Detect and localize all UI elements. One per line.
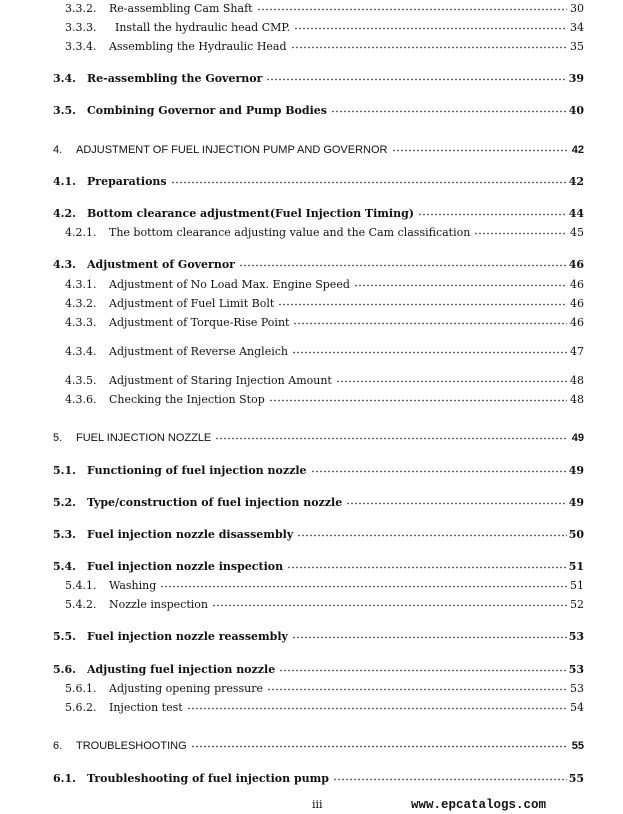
toc-entry-page: 49 — [568, 496, 584, 509]
toc-entry-number: 3.3.4. — [65, 40, 97, 53]
toc-entry-title: Checking the Injection Stop — [109, 393, 265, 406]
toc-entry — [0, 681, 623, 697]
toc-entry — [0, 277, 623, 293]
toc-entry-title: The bottom clearance adjusting value and the Cam classification — [109, 226, 471, 239]
toc-entry — [0, 738, 623, 754]
toc-entry-number: 6.1. — [53, 772, 76, 785]
leader-dots — [292, 351, 567, 354]
toc-entry-number: 3.4. — [53, 72, 76, 85]
toc-entry-page: 35 — [570, 40, 584, 53]
toc-entry — [0, 559, 623, 575]
toc-entry-number: 5.4.2. — [65, 598, 97, 611]
leader-dots — [191, 745, 567, 748]
leader-dots — [311, 470, 567, 473]
toc-entry-page: 49 — [571, 432, 584, 444]
toc-entry-number: 5. — [53, 432, 63, 444]
toc-entry — [0, 225, 623, 241]
toc-entry-title: Adjustment of Staring Injection Amount — [109, 374, 332, 387]
toc-entry — [0, 527, 623, 543]
toc-entry-number: 4.3.1. — [65, 278, 97, 291]
toc-entry-page: 53 — [568, 630, 584, 643]
toc-entry-page: 40 — [568, 104, 584, 117]
toc-entry-title: Functioning of fuel injection nozzle — [87, 464, 307, 477]
toc-entry-title: Washing — [109, 579, 157, 592]
toc-entry — [0, 662, 623, 678]
leader-dots — [171, 181, 567, 184]
toc-entry — [0, 495, 623, 511]
toc-entry — [0, 344, 623, 360]
toc-entry-number: 4.2.1. — [65, 226, 97, 239]
toc-entry-number: 5.4.1. — [65, 579, 97, 592]
leader-dots — [279, 669, 567, 672]
toc-entry — [0, 315, 623, 331]
toc-entry — [0, 103, 623, 119]
toc-entry-number: 5.3. — [53, 528, 76, 541]
toc-entry-title: Re-assembling Cam Shaft — [109, 2, 253, 15]
toc-entry — [0, 71, 623, 87]
toc-entry-number: 5.1. — [53, 464, 76, 477]
toc-entry-title: Injection test — [109, 701, 183, 714]
toc-entry-number: 6. — [53, 740, 63, 752]
leader-dots — [294, 27, 567, 30]
leader-dots — [239, 264, 567, 267]
leader-dots — [160, 585, 567, 588]
toc-entry-page: 34 — [570, 21, 584, 34]
toc-entry-title: Fuel injection nozzle reassembly — [87, 630, 288, 643]
page-footer — [0, 797, 623, 813]
toc-entry-page: 45 — [570, 226, 584, 239]
toc-entry-title: Troubleshooting of fuel injection pump — [87, 772, 329, 785]
toc-entry — [0, 296, 623, 312]
toc-entry-title: Assembling the Hydraulic Head — [109, 40, 287, 53]
toc-entry-number: 5.6.1. — [65, 682, 97, 695]
toc-entry-number: 4.3.2. — [65, 297, 97, 310]
toc-entry-title: Fuel injection nozzle inspection — [87, 560, 284, 573]
leader-dots — [418, 213, 567, 216]
toc-entry-page: 30 — [570, 2, 584, 15]
toc-entry-title: Re-assembling the Governor — [87, 72, 263, 85]
toc-entry — [0, 1, 623, 17]
toc-entry — [0, 39, 623, 55]
toc-entry-number: 5.4. — [53, 560, 76, 573]
toc-entry-page: 48 — [570, 374, 584, 387]
website-watermark: www.epcatalogs.com — [411, 798, 547, 812]
leader-dots — [292, 636, 567, 639]
page-number: iii — [312, 798, 323, 811]
leader-dots — [333, 778, 567, 781]
toc-entry-page: 48 — [570, 393, 584, 406]
toc-entry-number: 4.3. — [53, 258, 76, 271]
leader-dots — [297, 534, 567, 537]
toc-entry-number: 4.2. — [53, 207, 76, 220]
toc-entry-number: 3.3.3. — [65, 21, 97, 34]
toc-entry-title: Install the hydraulic head CMP. — [115, 21, 291, 34]
toc-entry — [0, 430, 623, 446]
toc-entry — [0, 392, 623, 408]
toc-entry-page: 53 — [568, 663, 584, 676]
leader-dots — [278, 303, 567, 306]
leader-dots — [354, 284, 567, 287]
toc-entry-page: 51 — [570, 579, 584, 592]
leader-dots — [215, 437, 567, 440]
leader-dots — [474, 232, 567, 235]
leader-dots — [267, 688, 567, 691]
leader-dots — [346, 502, 567, 505]
toc-entry-page: 46 — [568, 258, 584, 271]
leader-dots — [212, 604, 567, 607]
toc-entry-number: 4.3.6. — [65, 393, 97, 406]
toc-entry-title: Adjusting opening pressure — [109, 682, 264, 695]
toc-entry-number: 5.6. — [53, 663, 76, 676]
leader-dots — [293, 322, 567, 325]
toc-entry-number: 4.3.3. — [65, 316, 97, 329]
leader-dots — [257, 8, 567, 11]
toc-entry-page: 54 — [570, 701, 584, 714]
toc-entry-title: Bottom clearance adjustment(Fuel Injection Timing) — [87, 207, 414, 220]
toc-entry — [0, 257, 623, 273]
toc-entry-title: ADJUSTMENT OF FUEL INJECTION PUMP AND GOVERNOR — [76, 144, 388, 156]
toc-entry-page: 55 — [568, 772, 584, 785]
toc-entry-page: 46 — [570, 297, 584, 310]
toc-entry-title: Preparations — [87, 175, 167, 188]
toc-entry-title: FUEL INJECTION NOZZLE — [76, 432, 212, 444]
toc-entry-page: 46 — [570, 278, 584, 291]
leader-dots — [331, 110, 567, 113]
toc-entry-page: 49 — [568, 464, 584, 477]
toc-entry — [0, 174, 623, 190]
toc-entry-page: 42 — [568, 175, 584, 188]
toc-entry-title: Type/construction of fuel injection nozzle — [87, 496, 343, 509]
toc-entry-title: Adjustment of Torque-Rise Point — [109, 316, 290, 329]
toc-entry-number: 4.3.5. — [65, 374, 97, 387]
toc-entry — [0, 206, 623, 222]
leader-dots — [291, 46, 567, 49]
toc-entry — [0, 700, 623, 716]
toc-entry-number: 5.5. — [53, 630, 76, 643]
toc-entry — [0, 20, 623, 36]
toc-entry — [0, 771, 623, 787]
toc-entry-title: Fuel injection nozzle disassembly — [87, 528, 294, 541]
toc-entry-number: 3.5. — [53, 104, 76, 117]
toc-entry-page: 42 — [571, 144, 584, 156]
toc-entry-page: 55 — [571, 740, 584, 752]
toc-entry-number: 5.6.2. — [65, 701, 97, 714]
toc-entry — [0, 373, 623, 389]
toc-entry-number: 4.1. — [53, 175, 76, 188]
toc-entry-title: Adjustment of Governor — [87, 258, 235, 271]
toc-entry-number: 4. — [53, 144, 63, 156]
toc-entry-page: 51 — [568, 560, 584, 573]
toc-entry-number: 3.3.2. — [65, 2, 97, 15]
toc-entry-page: 50 — [568, 528, 584, 541]
toc-entry-page: 47 — [570, 345, 584, 358]
toc-entry — [0, 463, 623, 479]
toc-entry-title: Adjustment of Fuel Limit Bolt — [109, 297, 275, 310]
toc-entry-page: 53 — [570, 682, 584, 695]
toc-entry-number: 4.3.4. — [65, 345, 97, 358]
toc-entry-title: TROUBLESHOOTING — [76, 740, 187, 752]
leader-dots — [392, 149, 567, 152]
toc-entry — [0, 597, 623, 613]
toc-entry-number: 5.2. — [53, 496, 76, 509]
toc-entry-title: Adjustment of Reverse Angleich — [109, 345, 288, 358]
toc-entry — [0, 629, 623, 645]
toc-entry-title: Combining Governor and Pump Bodies — [87, 104, 327, 117]
toc-entry-page: 39 — [568, 72, 584, 85]
toc-entry — [0, 578, 623, 594]
toc-entry-title: Nozzle inspection — [109, 598, 208, 611]
toc-entry-title: Adjusting fuel injection nozzle — [87, 663, 276, 676]
toc-entry-page: 46 — [570, 316, 584, 329]
leader-dots — [187, 707, 567, 710]
toc-entry — [0, 142, 623, 158]
leader-dots — [336, 380, 567, 383]
toc-entry-title: Adjustment of No Load Max. Engine Speed — [109, 278, 350, 291]
leader-dots — [269, 399, 567, 402]
leader-dots — [287, 566, 567, 569]
toc-entry-page: 44 — [568, 207, 584, 220]
leader-dots — [266, 78, 567, 81]
toc-entry-page: 52 — [570, 598, 584, 611]
